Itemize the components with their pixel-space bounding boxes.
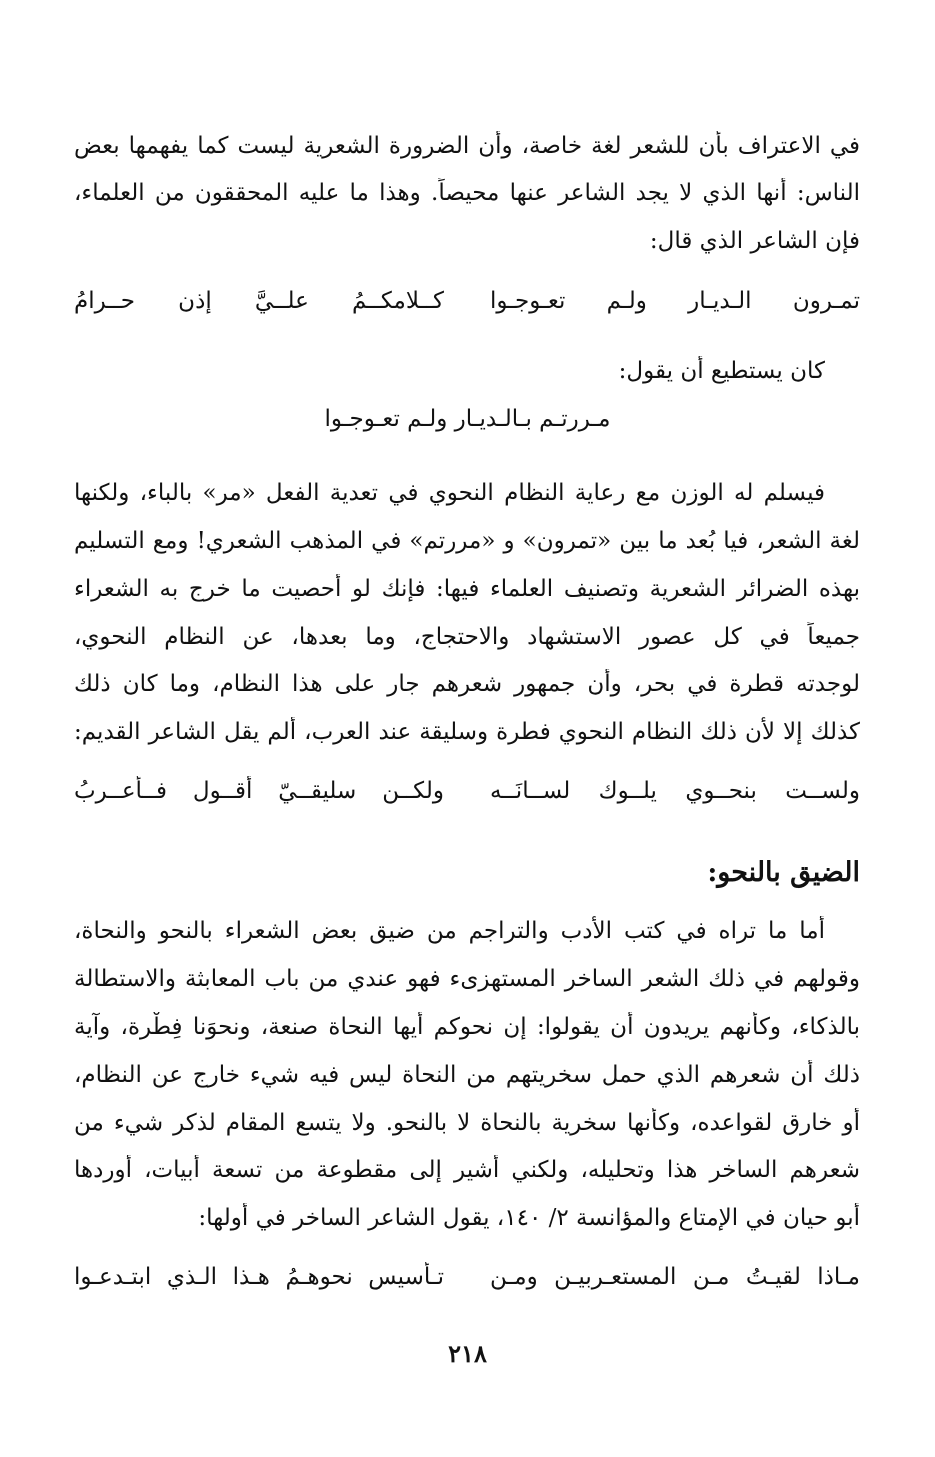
page-number: ٢١٨ bbox=[448, 1339, 487, 1368]
section-heading: الضيق بالنحو: bbox=[707, 857, 860, 888]
text-line: فيسلم له الوزن مع رعاية النظام النحوي في تعدية الفعل «مر» بالباء، ولكنها bbox=[74, 480, 825, 506]
verse-3 bbox=[74, 776, 860, 806]
verse-first-hemistich: تمـرون الـديـار ولـم تعـوجـوا bbox=[490, 288, 860, 314]
text-line: الناس: أنها الذي لا يجد الشاعر عنها محيصاً. وهذا ما عليه المحققون من العلماء، bbox=[74, 180, 860, 206]
text-line: بهذه الضرائر الشعرية وتصنيف العلماء فيها: فإنك لو أحصيت ما خرج به الشعراء bbox=[74, 576, 860, 602]
verse-1 bbox=[74, 286, 860, 316]
text-line: وقولهم في ذلك الشعر الساخر المستهزىء فهو عندي من باب المعابثة والاستطالة bbox=[74, 966, 860, 992]
verse-intro: كان يستطيع أن يقول: bbox=[618, 358, 825, 384]
text-line: لغة الشعر، فيا بُعد ما بين «تمرون» و «مررتم» في المذهب الشعري! ومع التسليم bbox=[74, 528, 860, 554]
verse-first-hemistich: مـاذا لقيـتُ مـن المستعـربيـن ومـن bbox=[490, 1264, 860, 1290]
text-line: أو خارق لقواعده، وكأنها سخرية بالنحاة لا بالنحو. ولا يتسع المقام لذكر شيء من bbox=[74, 1110, 860, 1136]
text-line: في الاعتراف بأن للشعر لغة خاصة، وأن الضرورة الشعرية ليست كما يفهمها بعض bbox=[74, 133, 860, 159]
verse-first-hemistich: ولســت بنحــوي يلــوك لســانَــه bbox=[490, 778, 860, 804]
text-line: شعرهم الساخر هذا وتحليله، ولكني أشير إلى مقطوعة من تسعة أبيات، أوردها bbox=[74, 1157, 860, 1183]
text-line: لوجدته قطرة في بحر، وأن جمهور شعرهم جار على هذا النظام، وما كان ذلك bbox=[74, 671, 860, 697]
text-line: أما ما تراه في كتب الأدب والتراجم من ضيق بعض الشعراء بالنحو والنحاة، bbox=[74, 918, 825, 944]
verse-4 bbox=[74, 1262, 860, 1292]
text-line: بالذكاء، وكأنهم يريدون أن يقولوا: إن نحوكم أيها النحاة صنعة، ونحوَنا فِطْرة، وآية bbox=[74, 1014, 860, 1040]
verse-second-hemistich: تـأسيس نحوهـمُ هـذا الـذي ابتـدعـوا bbox=[74, 1264, 444, 1290]
text-line: ذلك أن شعرهم الذي حمل سخريتهم من النحاة ليس فيه شيء خارج عن النظام، bbox=[74, 1062, 860, 1088]
verse-2: مـررتـم بـالـديـار ولـم تعـوجـوا bbox=[324, 406, 611, 432]
verse-second-hemistich: ولكــن سليقــيّ أقــول فــأعــربُ bbox=[74, 778, 444, 804]
text-line: أبو حيان في الإمتاع والمؤانسة ٢/ ١٤٠، يقول الشاعر الساخر في أولها: bbox=[198, 1205, 860, 1231]
verse-second-hemistich: كــلامكــمُ علــيَّ إذن حــرامُ bbox=[74, 288, 444, 314]
text-line: كذلك إلا لأن ذلك النظام النحوي فطرة وسليقة عند العرب، ألم يقل الشاعر القديم: bbox=[74, 719, 860, 745]
text-line: فإن الشاعر الذي قال: bbox=[649, 228, 860, 254]
text-line: جميعاً في كل عصور الاستشهاد والاحتجاج، وما بعدها، عن النظام النحوي، bbox=[74, 624, 860, 650]
